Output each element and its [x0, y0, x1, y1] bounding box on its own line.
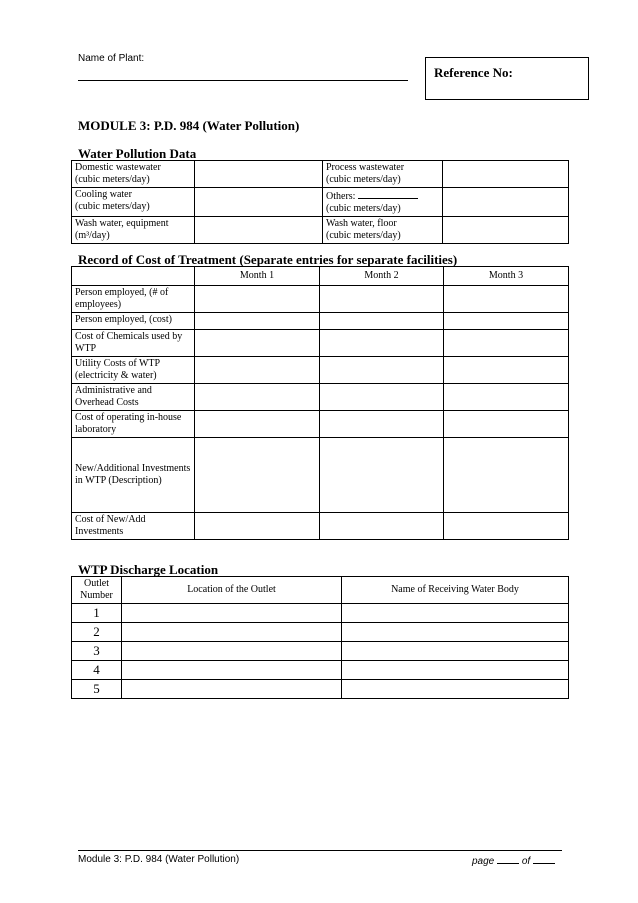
cost-table — [71, 266, 569, 540]
cell-line: Others: — [326, 191, 356, 202]
value-cell[interactable] — [444, 357, 569, 384]
water-body-cell[interactable] — [342, 661, 569, 680]
value-cell[interactable] — [195, 513, 320, 540]
value-cell[interactable] — [320, 411, 444, 438]
table-row — [72, 623, 569, 642]
others-blank[interactable] — [358, 189, 418, 199]
label-cell — [323, 161, 443, 188]
row-label: Cost of Chemicals used by WTP — [72, 330, 195, 357]
value-cell[interactable] — [320, 513, 444, 540]
water-pollution-title: Water Pollution Data — [78, 146, 197, 161]
table-row — [72, 286, 569, 313]
table-header-row — [72, 577, 569, 604]
row-label: Utility Costs of WTP (electricity & water) — [72, 357, 195, 384]
month-header: Month 2 — [320, 267, 444, 286]
footer-page-number — [472, 854, 555, 867]
water-body-cell[interactable] — [342, 623, 569, 642]
label-cell — [323, 188, 443, 217]
value-cell[interactable] — [444, 513, 569, 540]
discharge-table — [71, 576, 569, 699]
value-cell[interactable] — [444, 411, 569, 438]
value-cell[interactable] — [320, 286, 444, 313]
cell-line: Domestic wastewater — [75, 162, 161, 173]
month-header: Month 3 — [444, 267, 569, 286]
outlet-number: 3 — [72, 642, 122, 661]
cell-line: (m³/day) — [75, 230, 110, 241]
location-header: Location of the Outlet — [122, 577, 342, 604]
value-cell[interactable] — [195, 411, 320, 438]
footer-divider — [78, 850, 562, 851]
water-body-header: Name of Receiving Water Body — [342, 577, 569, 604]
value-cell[interactable] — [195, 188, 323, 217]
of-label: of — [521, 856, 531, 867]
water-body-cell[interactable] — [342, 680, 569, 699]
table-row — [72, 384, 569, 411]
outlet-number-header: Outlet Number — [72, 577, 122, 604]
water-body-cell[interactable] — [342, 604, 569, 623]
value-cell[interactable] — [444, 313, 569, 330]
table-row — [72, 661, 569, 680]
table-row — [72, 313, 569, 330]
value-cell[interactable] — [444, 384, 569, 411]
row-label: Administrative and Overhead Costs — [72, 384, 195, 411]
value-cell[interactable] — [443, 161, 569, 188]
outlet-number: 5 — [72, 680, 122, 699]
location-cell[interactable] — [122, 604, 342, 623]
row-label: Person employed, (# of employees) — [72, 286, 195, 313]
value-cell[interactable] — [320, 313, 444, 330]
value-cell[interactable] — [443, 188, 569, 217]
cell-line: (cubic meters/day) — [326, 230, 401, 241]
table-row — [72, 217, 569, 244]
water-body-cell[interactable] — [342, 642, 569, 661]
cell-line: (cubic meters/day) — [75, 201, 150, 212]
location-cell[interactable] — [122, 642, 342, 661]
value-cell[interactable] — [195, 313, 320, 330]
value-cell[interactable] — [195, 384, 320, 411]
plant-name-label: Name of Plant: — [78, 53, 145, 64]
water-pollution-table — [71, 160, 569, 244]
row-label: Cost of operating in-house laboratory — [72, 411, 195, 438]
cell-line: Process wastewater — [326, 162, 405, 173]
row-label: Person employed, (cost) — [72, 313, 195, 330]
total-pages-blank[interactable] — [533, 854, 555, 864]
cell-line: (cubic meters/day) — [75, 174, 150, 185]
value-cell[interactable] — [320, 384, 444, 411]
label-cell — [72, 188, 195, 217]
label-cell — [72, 161, 195, 188]
table-row — [72, 513, 569, 540]
location-cell[interactable] — [122, 680, 342, 699]
page-blank[interactable] — [497, 854, 519, 864]
table-row — [72, 438, 569, 513]
month-header: Month 1 — [195, 267, 320, 286]
cell-line: Wash water, equipment — [75, 218, 169, 229]
value-cell[interactable] — [195, 357, 320, 384]
page-label: page — [472, 856, 495, 867]
cell-line: Cooling water — [75, 189, 132, 200]
cell-line: (cubic meters/day) — [326, 203, 401, 214]
reference-box[interactable] — [425, 57, 589, 100]
value-cell[interactable] — [443, 217, 569, 244]
table-row — [72, 188, 569, 217]
value-cell[interactable] — [195, 330, 320, 357]
reference-label: Reference No: — [434, 65, 513, 80]
value-cell[interactable] — [195, 286, 320, 313]
module-title: MODULE 3: P.D. 984 (Water Pollution) — [78, 118, 300, 133]
footer-module-label: Module 3: P.D. 984 (Water Pollution) — [78, 854, 240, 865]
table-header-row — [72, 267, 569, 286]
table-row — [72, 642, 569, 661]
outlet-number: 2 — [72, 623, 122, 642]
location-cell[interactable] — [122, 623, 342, 642]
value-cell[interactable] — [444, 438, 569, 513]
table-row — [72, 411, 569, 438]
row-label: Cost of New/Add Investments — [72, 513, 195, 540]
value-cell[interactable] — [444, 286, 569, 313]
cell-line: Wash water, floor — [326, 218, 397, 229]
label-cell — [323, 217, 443, 244]
value-cell[interactable] — [320, 357, 444, 384]
value-cell[interactable] — [195, 161, 323, 188]
discharge-title: WTP Discharge Location — [78, 562, 219, 577]
table-row — [72, 357, 569, 384]
cost-title: Record of Cost of Treatment (Separate entries for separate facilities) — [78, 252, 458, 267]
table-row — [72, 161, 569, 188]
location-cell[interactable] — [122, 661, 342, 680]
value-cell[interactable] — [195, 438, 320, 513]
table-row — [72, 680, 569, 699]
plant-name-field[interactable] — [78, 80, 408, 81]
table-row — [72, 604, 569, 623]
cell-line: (cubic meters/day) — [326, 174, 401, 185]
row-label: New/Additional Investments in WTP (Description) — [72, 438, 195, 513]
value-cell[interactable] — [195, 217, 323, 244]
corner-cell — [72, 267, 195, 286]
value-cell[interactable] — [320, 438, 444, 513]
label-cell — [72, 217, 195, 244]
outlet-number: 1 — [72, 604, 122, 623]
outlet-number: 4 — [72, 661, 122, 680]
table-row — [72, 330, 569, 357]
value-cell[interactable] — [444, 330, 569, 357]
value-cell[interactable] — [320, 330, 444, 357]
